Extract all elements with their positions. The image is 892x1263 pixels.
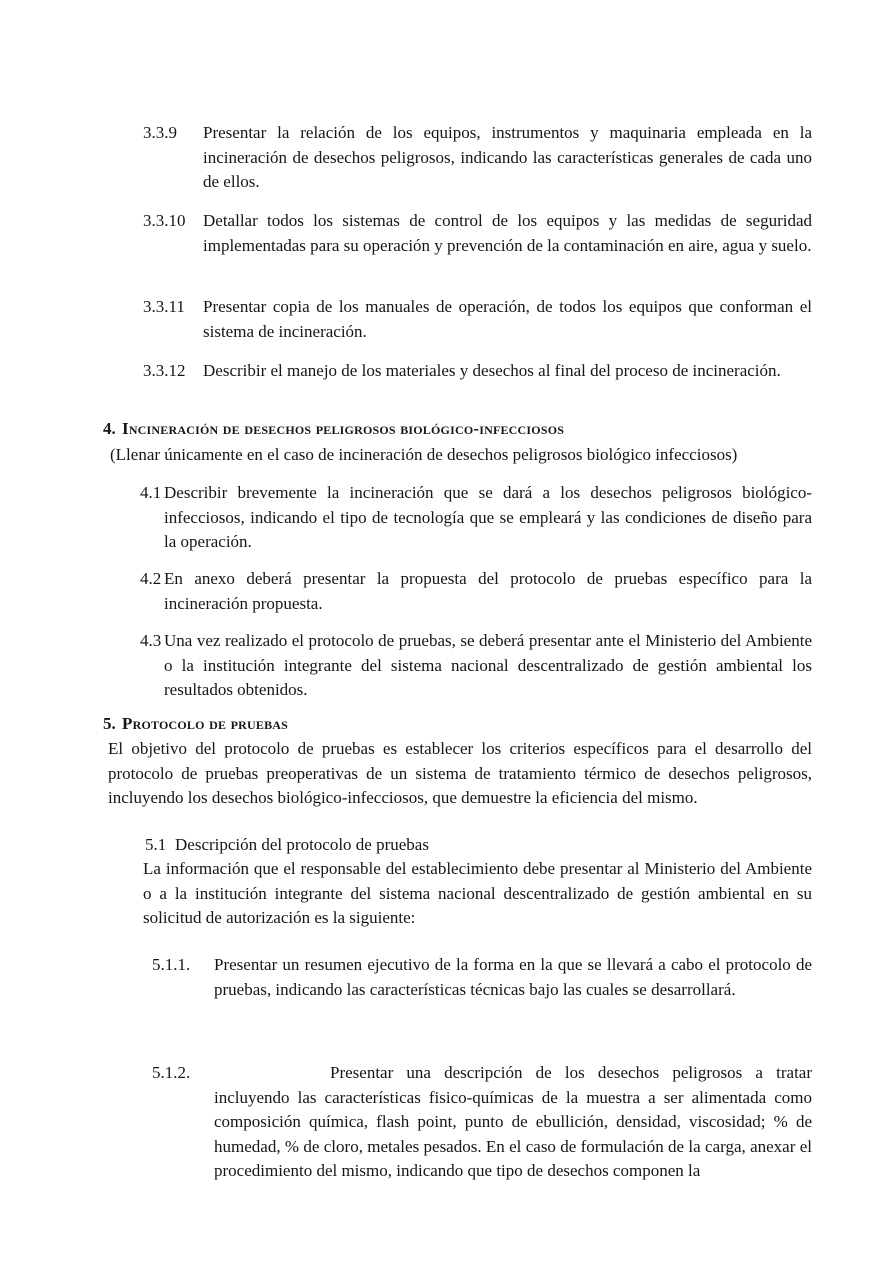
section-5-heading	[103, 712, 812, 737]
clause-3-3-11	[143, 295, 812, 344]
section-number: 4.	[103, 419, 116, 438]
clause-text: Detallar todos los sistemas de control de los equipos y las medidas de seguridad implementadas para su operación y prevención de la contaminación en aire, agua y suelo.	[203, 211, 812, 255]
clause-text: En anexo deberá presentar la propuesta del protocolo de pruebas específico para la incineración propuesta.	[164, 569, 812, 613]
clause-3-3-12	[143, 359, 812, 384]
clause-number: 4.3	[140, 631, 162, 650]
clause-text: Describir el manejo de los materiales y desechos al final del proceso de incineración.	[203, 361, 781, 380]
section-5-intro: El objetivo del protocolo de pruebas es establecer los criterios específicos para el desarrollo del protocolo de pruebas preoperativas de un sistema de tratamiento térmico de desechos peligrosos, incluyendo los desechos biológico-infecciosos, que demuestre la eficiencia del mismo.	[108, 739, 812, 807]
clause-5-1-1	[152, 953, 812, 1002]
clause-3-3-9	[143, 121, 812, 195]
subsection-title: Descripción del protocolo de pruebas	[175, 835, 429, 854]
section-4-note: (Llenar únicamente en el caso de incineración de desechos peligrosos biológico infecciosos)	[110, 445, 738, 464]
subsection-number: 5.1	[145, 835, 167, 854]
clause-number: 5.1.1.	[152, 955, 191, 974]
clause-text: Presentar la relación de los equipos, instrumentos y maquinaria empleada en la incineración de desechos peligrosos, indicando las características generales de cada uno de ellos.	[203, 123, 812, 191]
clause-number: 3.3.10	[143, 211, 186, 230]
clause-text: Una vez realizado el protocolo de pruebas, se deberá presentar ante el Ministerio del Ambiente o la institución integrante del sistema nacional descentralizado de gestión ambiental los resultados obtenidos.	[164, 631, 812, 699]
clause-4-3	[140, 629, 812, 703]
clause-number: 4.1	[140, 483, 162, 502]
clause-number: 5.1.2.	[152, 1063, 191, 1082]
clause-number: 4.2	[140, 569, 162, 588]
section-title: Incineración de desechos peligrosos biológico-infecciosos	[122, 419, 565, 438]
clause-4-1	[140, 481, 812, 555]
clause-4-2	[140, 567, 812, 616]
subsection-5-1-intro: La información que el responsable del establecimiento debe presentar al Ministerio del Ambiente o a la institución integrante del sistema nacional descentralizado de gestión ambiental en su solicitud de autorización es la siguiente:	[143, 859, 812, 927]
clause-text: Presentar copia de los manuales de operación, de todos los equipos que conforman el sistema de incineración.	[203, 297, 812, 341]
section-number: 5.	[103, 714, 116, 733]
section-4-heading	[103, 417, 812, 442]
clause-text: Describir brevemente la incineración que se dará a los desechos peligrosos biológico-infecciosos, indicando el tipo de tecnología que se empleará y las condiciones de diseño para la operación.	[164, 483, 812, 551]
clause-number: 3.3.11	[143, 297, 185, 316]
clause-3-3-10	[143, 209, 812, 258]
clause-text: Presentar un resumen ejecutivo de la forma en la que se llevará a cabo el protocolo de pruebas, indicando las características técnicas bajo las cuales se desarrollará.	[214, 955, 812, 999]
subsection-5-1-heading	[145, 833, 812, 858]
clause-5-1-2	[152, 1061, 812, 1184]
clause-number: 3.3.12	[143, 361, 186, 380]
section-title: Protocolo de pruebas	[122, 714, 289, 733]
clause-text: Presentar una descripción de los desechos peligrosos a tratar incluyendo las características fisico-químicas de la muestra a ser alimentada como composición química, flash point, punto de ebullición, densidad, viscosidad; % de humedad, % de cloro, metales pesados. En el caso de formulación de la carga, anexar el procedimiento del mismo, indicando que tipo de desechos componen la	[214, 1063, 812, 1180]
clause-number: 3.3.9	[143, 123, 177, 142]
